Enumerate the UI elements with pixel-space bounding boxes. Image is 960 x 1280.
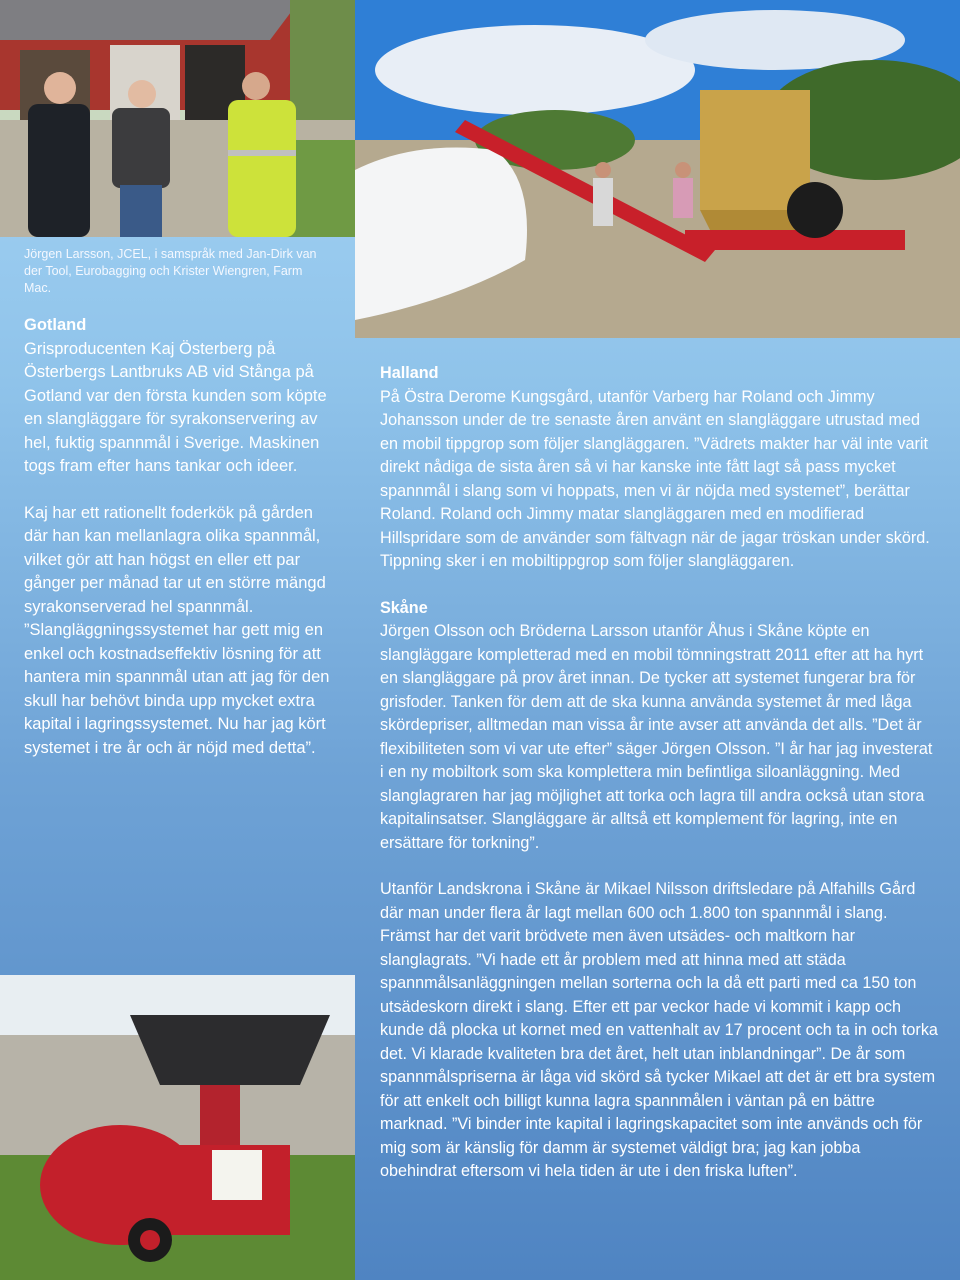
skane-paragraph-1: Jörgen Olsson och Bröderna Larsson utanför Åhus i Skåne köpte en slangläggare kompletterad med en mobil tömningstratt 2011 efter att ha hyrt en slangläggare på prov året innan. De tycker att systemet fungerar bra för grisfoder. Tanken för dem att de ska kunna använda systemet år med låga skördepriser, alltmedan man vissa år inte avser att använda det alls. ”Det är flexibiliteten som vi var ute efter” säger Jörgen Olsson. ”I år har jag investerat i en ny mobiltork som ska komplettera min befintliga siloanläggning. Med slanglagraren har jag möjlighet att torka och lagra till andra också utan stora kapitalinsatser. Slangläggare är alltså ett komplement för lagring, inte en ersättare för torkning”. <box>380 622 933 852</box>
gotland-section <box>24 314 334 760</box>
gotland-paragraph-1: Grisproducenten Kaj Österberg på Österbergs Lantbruks AB vid Stånga på Gotland var den första kunden som köpte en slangläggare för syrakonservering av hel, fuktig spannmål i Sverige. Maskinen togs fram efter hans tankar och ideer. <box>24 339 327 475</box>
right-column <box>380 362 940 1184</box>
gotland-paragraph-2: Kaj har ett rationellt foderkök på gården där han kan mellanlagra olika spannmål, vilket gör att han högst en eller ett par gånger per månad tar ut en större mängd syrakonserverad hel spannmål. ”Slangläggningssystemet har gett mig en enkel och kostnadseffektiv lösning för att hantera min spannmål utan att jag för den skull har behövt binda upp mycket extra kapital i lagringssystemet. Nu har jag kört systemet i tre år och är nöjd med detta”. <box>24 503 330 757</box>
gotland-heading: Gotland <box>24 316 87 334</box>
skane-heading: Skåne <box>380 598 428 617</box>
halland-heading: Halland <box>380 364 439 382</box>
halland-paragraph: På Östra Derome Kungsgård, utanför Varberg har Roland och Jimmy Johansson under de tre senaste åren använt en slangläggare utrustad med en mobil tippgrop som följer slangläggaren. ”Vädrets makter har väl inte varit direkt nådiga de sista åren så vi har kanske inte fått lagt så pass mycket spannmål i slang som vi hoppats, men vi är nöjda med systemet”, berättar Roland. Roland och Jimmy matar slangläggaren med en modifierad Hillspridare som de använder som fältvagn när de jagar tröskan under skörd. Tippning sker i en mobiltippgrop som följer slangläggaren. <box>380 387 930 570</box>
photo-bagging-machine-halland <box>355 0 960 338</box>
photo-red-bagger-funnel <box>0 975 355 1280</box>
photo-caption: Jörgen Larsson, JCEL, i samspråk med Jan-Dirk van der Tool, Eurobagging och Krister Wiengren, Farm Mac. <box>24 247 317 295</box>
skane-paragraph-2: Utanför Landskrona i Skåne är Mikael Nilsson driftsledare på Alfahills Gård där man under flera år lagt mellan 600 och 1.800 ton spannmål i slang. Främst har det varit brödvete men även utsädes- och maltkorn har slanglagrats. ”Vi hade ett år problem med att hinna med att städa spannmålsanläggningen mellan sorterna och la då ett parti med ca 150 ton utsädeskorn direkt i slang. Efter ett par veckor hade vi kommit i kapp och kunde då plocka ut kornet med en vattenhalt av 17 procent och ta in och torka det. Vi klarade kvaliteten bra det året, helt utan inblandningar”. De år som spannmålspriserna är låga vid skörd så tycker Mikael att det är ett bra system för att enkelt och billigt kunna lagra spannmålen i väntan på en bättre marknad. ”Vi binder inte kapital i lagringskapacitet som inte används och för mig som är känslig för damm är systemet väldigt bra; jag kan jobba obehindrat eftersom vi hela tiden är ute i den friska luften”. <box>380 880 938 1180</box>
photo-men-at-farm <box>0 0 355 237</box>
